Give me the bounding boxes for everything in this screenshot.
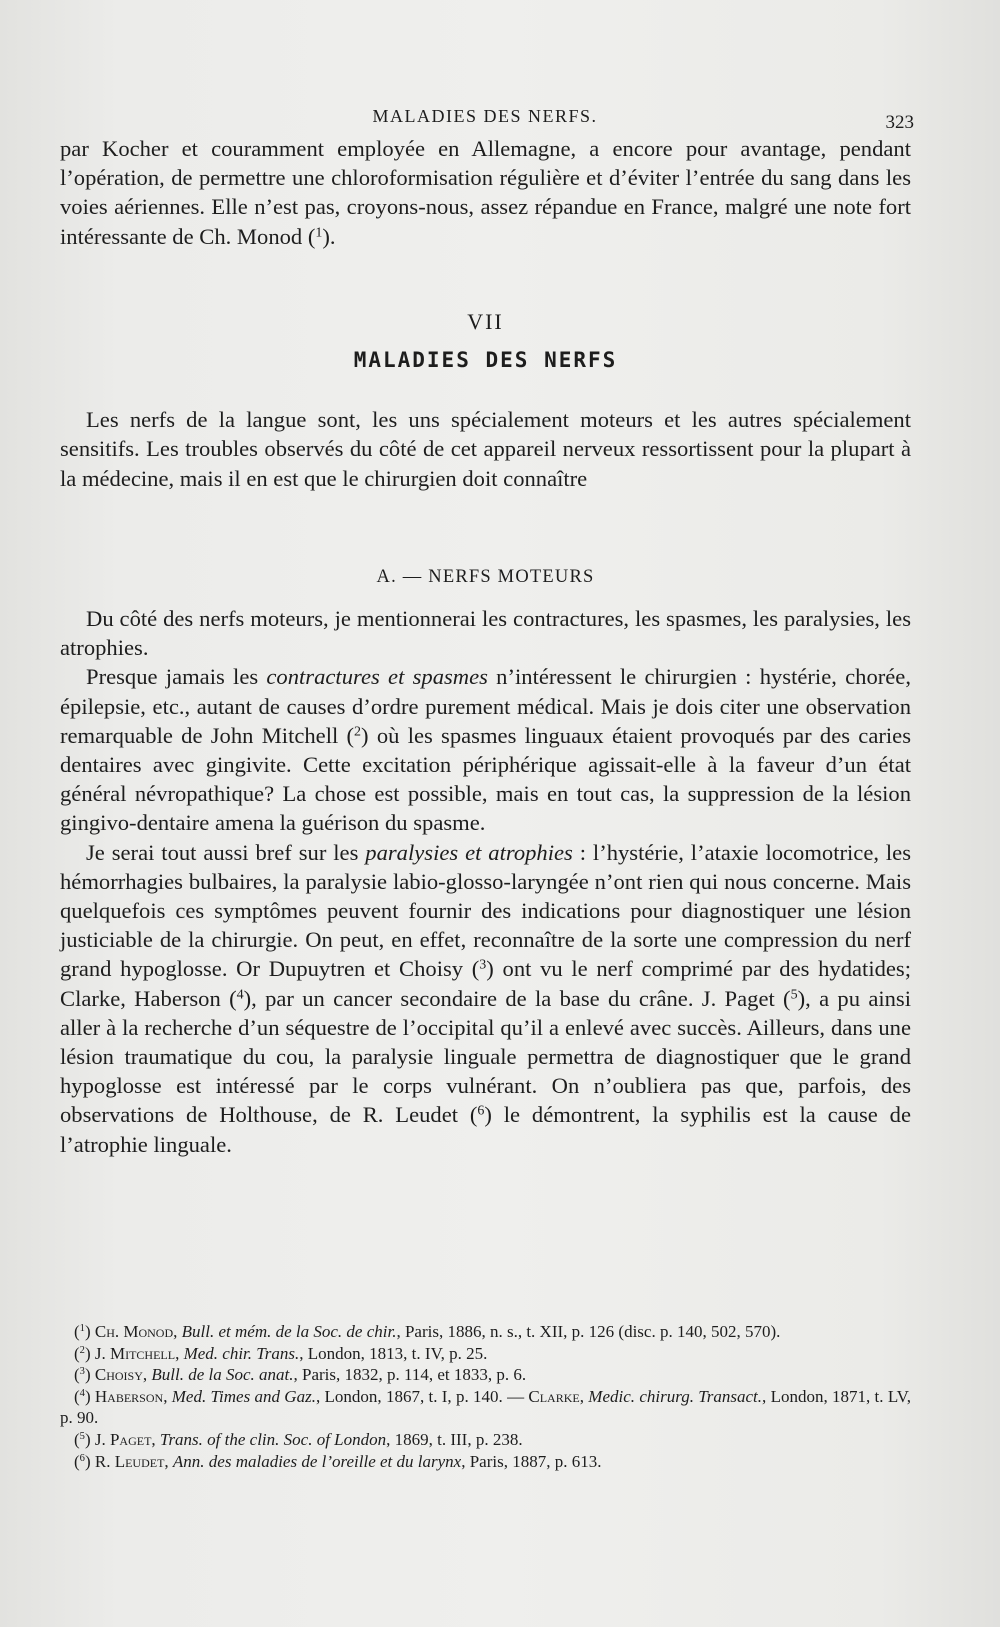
text-run: ,: [142, 1365, 152, 1385]
text-run: : l’hystérie, l’ataxie locomotrice, les hémorrhagies bulbaires, la paralysie labio-glosso-laryngée n’ont rien qui nous concerne. Mais quelquefois ces symptômes peuvent fournir des indications pour diagnostiquer une lésion justiciable de la chirurgie. On peut, en effet, reconnaître de la sorte une compression du nerf grand hypoglosse. Or Dupuytren et Choisy (: [60, 839, 912, 982]
text-run: paralysies et atrophies: [365, 839, 573, 865]
text-run: Med. chir. Trans.: [183, 1343, 300, 1363]
body-paragraph: [60, 604, 911, 662]
footnote: [60, 1429, 911, 1451]
footnote-ref: 4: [236, 986, 244, 1002]
text-run: Bull. de la Soc. anat.: [151, 1365, 294, 1385]
text-run: (: [74, 1365, 80, 1385]
text-run: (: [74, 1343, 80, 1363]
text-run: ): [84, 1322, 95, 1341]
text-run: Med. Times and Gaz.: [171, 1386, 316, 1406]
footnotes: [60, 1321, 911, 1472]
text-run: Les nerfs de la langue sont, les uns spécialement moteurs et les autres spécialement sensitifs. Les troubles observés du côté de cet appareil nerveux ressortissent pour la plupart à la médecine, mais il en est que le chirurgien doit connaître: [60, 407, 911, 491]
text-run: ), par un cancer secondaire de la base du crâne. J. Paget (: [243, 985, 791, 1011]
text-run: Choisy: [94, 1365, 143, 1385]
page-number: 323: [885, 112, 914, 133]
text-run: J. Mitchell: [94, 1343, 176, 1363]
text-run: Je serai tout aussi bref sur les: [86, 839, 366, 865]
text-run: ,: [164, 1451, 173, 1471]
body-paragraph: [60, 134, 911, 251]
text-run: Clarke: [528, 1386, 580, 1406]
body-paragraph: [60, 838, 911, 1159]
footnote: [60, 1321, 911, 1343]
body-paragraph: [60, 662, 911, 837]
footnote-ref: 1: [79, 1323, 85, 1335]
text-run: Ann. des maladies de l’oreille et du larynx: [172, 1451, 462, 1471]
page-body: [60, 134, 911, 1159]
footnote-ref: 4: [79, 1387, 85, 1399]
text-run: ) le démontrent, la syphilis est la cause de l’atrophie linguale.: [60, 1102, 911, 1157]
text-run: Ch. Monod: [94, 1322, 174, 1341]
text-run: (: [74, 1451, 80, 1471]
text-run: ,: [163, 1386, 172, 1406]
text-run: R. Leudet: [94, 1451, 165, 1471]
footnote-ref: 6: [79, 1452, 85, 1464]
text-run: , 1869, t. III, p. 238.: [386, 1429, 523, 1449]
text-run: Haberson: [94, 1386, 164, 1406]
footnote-ref: 3: [479, 957, 487, 973]
text-run: n’intéressent le chirurgien : hystérie, chorée, épilepsie, etc., autant de causes d’ordre purement médical. Mais je dois citer une observation remarquable de John Mitchell (: [60, 664, 911, 748]
text-run: Bull. et mém. de la Soc. de chir.: [181, 1322, 397, 1341]
footnote-ref: 5: [79, 1431, 85, 1443]
footnote-ref: 1: [315, 224, 323, 240]
footnote: [60, 1386, 911, 1429]
footnote-ref: 5: [790, 986, 798, 1002]
running-title: MALADIES DES NERFS.: [372, 106, 598, 126]
text-run: , London, 1867, t. I, p. 140. —: [315, 1386, 529, 1406]
text-run: Du côté des nerfs moteurs, je mentionnerai les contractures, les spasmes, les paralysies, les atrophies.: [60, 606, 911, 661]
text-run: ).: [322, 223, 336, 249]
text-run: ,: [579, 1386, 589, 1406]
text-run: , Paris, 1832, p. 114, et 1833, p. 6.: [293, 1365, 527, 1385]
text-run: ) ont vu le nerf comprimé par des hydatides; Clarke, Haberson (: [60, 956, 911, 1011]
text-run: , Paris, 1887, p. 613.: [461, 1451, 602, 1471]
text-run: ,: [173, 1322, 182, 1341]
text-run: , London, 1813, t. IV, p. 25.: [299, 1343, 488, 1363]
footnote-ref: 6: [477, 1103, 485, 1119]
text-run: (: [74, 1322, 80, 1341]
footnote: [60, 1343, 911, 1365]
text-run: Presque jamais les: [86, 664, 267, 690]
text-run: par Kocher et couramment employée en Allemagne, a encore pour avantage, pendant l’opération, de permettre une chloroformisation régulière et d’éviter l’entrée du sang dans les voies aériennes. Elle n’est pas, croyons-nous, assez répandue en France, malgré une note fort intéressante de Ch. Monod (: [60, 136, 911, 249]
text-run: Trans. of the clin. Soc. of London: [159, 1429, 387, 1449]
text-run: ): [84, 1365, 95, 1385]
footnote-ref: 2: [79, 1344, 85, 1356]
text-run: ), a pu ainsi aller à la recherche d’un séquestre de l’occipital qu’il a enlevé avec succès. Ailleurs, dans une lésion traumatique du cou, la paralysie linguale permettra de diagnostiquer que le grand hypoglosse est intéressé par le corps vulnérant. On n’oubliera pas que, parfois, des observations de Holthouse, de R. Leudet (: [60, 985, 911, 1128]
text-run: ): [84, 1386, 95, 1406]
text-run: (: [74, 1386, 80, 1406]
section-title: A. — NERFS MOTEURS: [376, 566, 595, 587]
chapter-title: MALADIES DES NERFS: [353, 348, 618, 373]
text-run: , London, 1871, t. LV, p. 90.: [60, 1386, 911, 1428]
footnote: [60, 1451, 911, 1473]
text-run: ): [84, 1451, 95, 1471]
text-run: contractures et spasmes: [266, 664, 488, 690]
text-run: ,: [151, 1429, 160, 1449]
text-run: ): [84, 1343, 95, 1363]
chapter-number: VII: [467, 308, 504, 334]
text-run: ): [84, 1429, 95, 1449]
text-run: J. Paget: [94, 1429, 152, 1449]
text-run: , Paris, 1886, n. s., t. XII, p. 126 (disc. p. 140, 502, 570).: [396, 1322, 781, 1341]
text-run: (: [74, 1429, 80, 1449]
footnote-ref: 2: [354, 724, 362, 740]
footnote-ref: 3: [79, 1366, 85, 1378]
page-header: [60, 100, 914, 133]
text-run: Medic. chirurg. Transact.: [588, 1386, 763, 1406]
footnote: [60, 1364, 911, 1386]
intro-paragraph: [60, 405, 911, 493]
text-run: ) où les spasmes linguaux étaient provoqués par des caries dentaires avec gingivite. Cette excitation périphérique agissait-elle à la faveur d’un état général névropathique? La chose est possible, mais en tout cas, la suppression de la lésion gingivo-dentaire amena la guérison du spasme.: [60, 722, 911, 836]
text-run: ,: [175, 1343, 184, 1363]
